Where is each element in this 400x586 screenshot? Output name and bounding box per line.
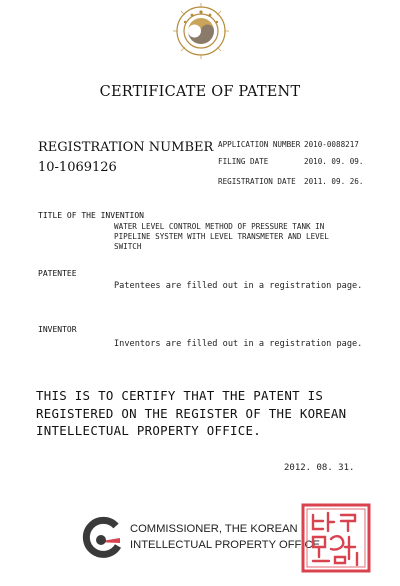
official-seal-icon <box>301 503 371 573</box>
inventor-label: INVENTOR <box>38 325 77 334</box>
national-emblem-icon <box>170 0 232 62</box>
invention-title-line: SWITCH <box>114 242 142 251</box>
application-number-value: 2010-0088217 <box>304 140 359 149</box>
kipo-logo-icon <box>80 516 124 560</box>
commissioner-line: COMMISSIONER, THE KOREAN <box>130 523 298 535</box>
invention-title <box>114 222 364 252</box>
patentee-text: Patentees are filled out in a registration page. <box>114 281 363 291</box>
commissioner-signature-block <box>130 521 320 553</box>
registration-date-label: REGISTRATION DATE <box>218 177 296 186</box>
commissioner-line: INTELLECTUAL PROPERTY OFFICE <box>130 539 321 551</box>
certification-line: THIS IS TO CERTIFY THAT THE PATENT IS <box>36 388 324 403</box>
registration-number-label: REGISTRATION NUMBER <box>38 140 214 155</box>
issue-date: 2012. 08. 31. <box>284 463 355 473</box>
invention-title-line: PIPELINE SYSTEM WITH LEVEL TRANSMETER AND LEVEL <box>114 232 329 241</box>
certification-line: INTELLECTUAL PROPERTY OFFICE. <box>36 423 262 438</box>
application-number-row <box>218 140 359 149</box>
patentee-label: PATENTEE <box>38 269 77 278</box>
filing-date-label: FILING DATE <box>218 157 269 166</box>
filing-date-value: 2010. 09. 09. <box>304 157 364 166</box>
registration-date-row <box>218 177 363 186</box>
invention-title-line: WATER LEVEL CONTROL METHOD OF PRESSURE TANK IN <box>114 222 325 231</box>
registration-date-value: 2011. 09. 26. <box>304 177 364 186</box>
invention-title-label: TITLE OF THE INVENTION <box>38 211 144 220</box>
registration-number: 10-1069126 <box>38 160 117 175</box>
certificate-title: CERTIFICATE OF PATENT <box>99 84 301 100</box>
filing-date-row <box>218 157 363 166</box>
certification-statement <box>36 387 376 440</box>
inventor-text: Inventors are filled out in a registration page. <box>114 339 363 349</box>
certification-line: REGISTERED ON THE REGISTER OF THE KOREAN <box>36 405 347 421</box>
application-number-label: APPLICATION NUMBER <box>218 140 301 149</box>
